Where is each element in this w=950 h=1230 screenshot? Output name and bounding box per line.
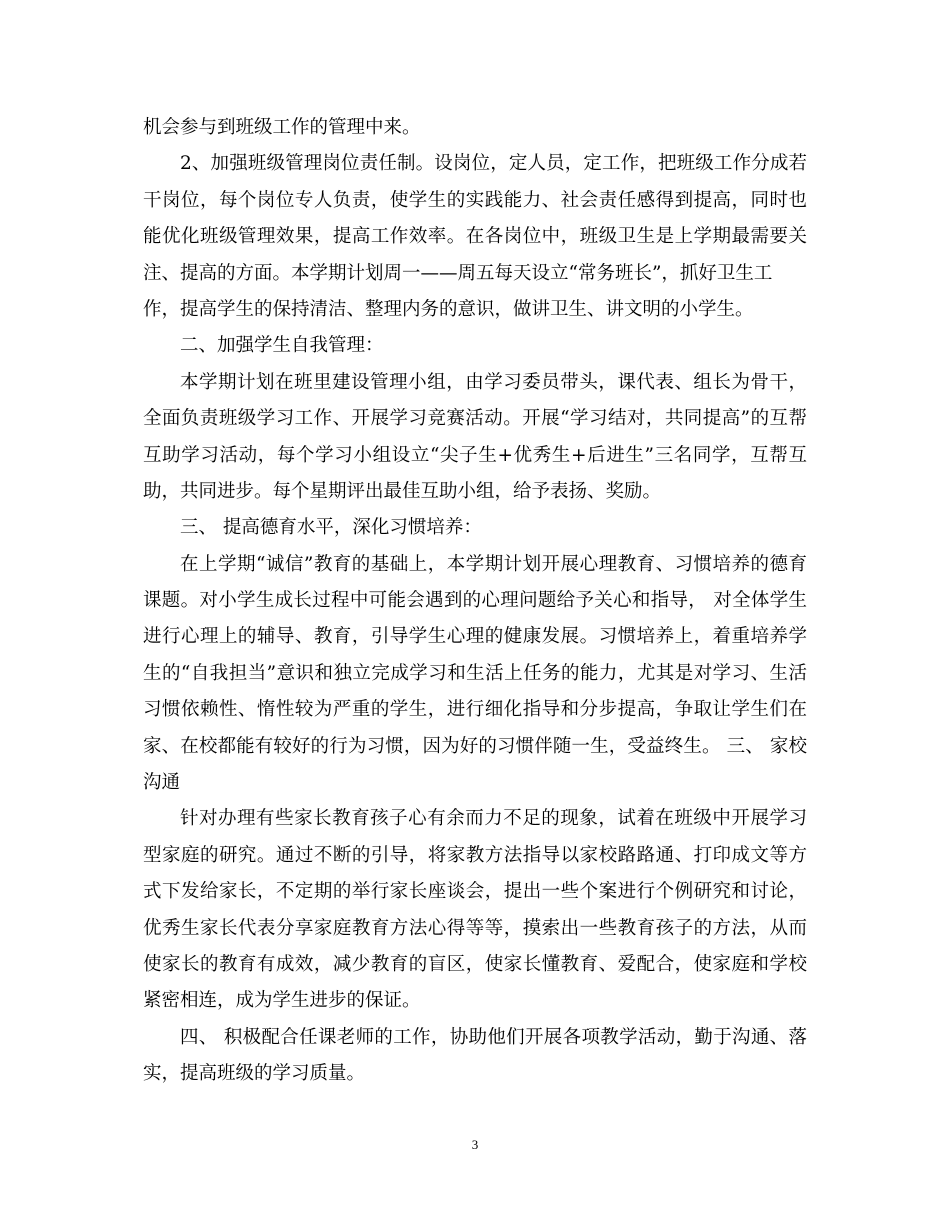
text-line: 针对办理有些家长教育孩子心有余而力不足的现象，试着在班级中开展学习 — [180, 808, 807, 830]
text-line: 四、 积极配合任课老师的工作，协助他们开展各项教学活动，勤于沟通、落 — [180, 1026, 807, 1048]
text-line: 紧密相连，成为学生进步的保证。 — [143, 990, 421, 1012]
body-text — [143, 110, 807, 1093]
text-line: 式下发给家长，不定期的举行家长座谈会，提出一些个案进行个例研究和讨论， — [143, 881, 807, 903]
text-line: 家、在校都能有较好的行为习惯，因为好的习惯伴随一生，受益终生。 三、 家校 — [143, 735, 807, 757]
text-line: 实，提高班级的学习质量。 — [143, 1063, 366, 1085]
text-line: 本学期计划在班里建设管理小组，由学习委员带头，课代表、组长为骨干， — [180, 371, 807, 393]
text-line: 生的“自我担当”意识和独立完成学习和生活上任务的能力，尤其是对学习、生活 — [143, 662, 807, 684]
text-line: 2、加强班级管理岗位责任制。设岗位，定人员，定工作，把班级工作分成若 — [180, 153, 807, 175]
section-heading: 二、加强学生自我管理： — [180, 335, 384, 357]
text-line: 课题。对小学生成长过程中可能会遇到的心理问题给予关心和指导， 对全体学生 — [143, 590, 807, 612]
text-line: 互助学习活动，每个学习小组设立“尖子生+优秀生+后进生”三名同学，互帮互 — [143, 444, 807, 466]
section-heading: 三、 提高德育水平，深化习惯培养： — [180, 517, 482, 539]
text-line: 机会参与到班级工作的管理中来。 — [143, 117, 421, 138]
text-line: 使家长的教育有成效，减少教育的盲区，使家长懂教育、爱配合，使家庭和学校 — [143, 953, 807, 975]
text-line: 注、提高的方面。本学期计划周一——周五每天设立“常务班长”，抓好卫生工 — [143, 262, 773, 284]
text-line: 沟通 — [143, 772, 181, 794]
page-number: 3 — [471, 1137, 479, 1152]
text-line: 进行心理上的辅导、教育，引导学生心理的健康发展。习惯培养上，着重培养学 — [143, 626, 807, 648]
text-line: 能优化班级管理效果，提高工作效率。在各岗位中，班级卫生是上学期最需要关 — [143, 226, 807, 248]
text-line: 优秀生家长代表分享家庭教育方法心得等等，摸索出一些教育孩子的方法，从而 — [143, 917, 807, 939]
text-line: 助，共同进步。每个星期评出最佳互助小组，给予表扬、奖励。 — [143, 480, 662, 502]
text-line: 型家庭的研究。通过不断的引导，将家教方法指导以家校路路通、打印成文等方 — [143, 844, 807, 866]
text-line: 习惯依赖性、惰性较为严重的学生，进行细化指导和分步提高，争取让学生们在 — [143, 699, 807, 721]
text-line: 在上学期“诚信”教育的基础上，本学期计划开展心理教育、习惯培养的德育 — [180, 553, 807, 575]
text-line: 干岗位，每个岗位专人负责，使学生的实践能力、社会责任感得到提高，同时也 — [143, 189, 807, 211]
text-line: 作，提高学生的保持清洁、整理内务的意识，做讲卫生、讲文明的小学生。 — [143, 298, 754, 320]
text-line: 全面负责班级学习工作、开展学习竞赛活动。开展“学习结对，共同提高”的互帮 — [143, 408, 807, 430]
